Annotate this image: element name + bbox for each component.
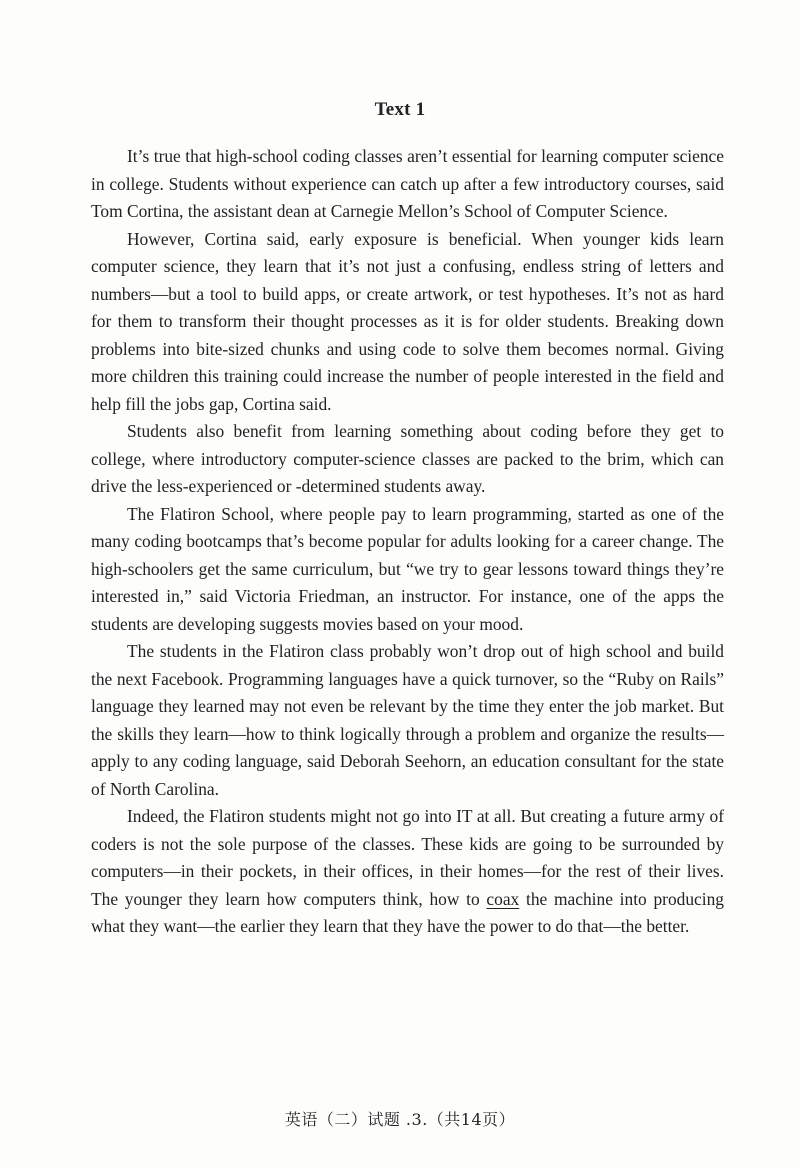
paragraph-6-text-before: Indeed, the Flatiron students might not go into IT at all. But creating a future army of coders is not the sole purpose of the classes. These kids are going to be surrounded by computers—in their pockets, in their offices, in their homes—for the rest of their lives. The younger they learn how computers think, how to: [91, 806, 724, 909]
paragraph-1: It’s true that high-school coding classes aren’t essential for learning computer science in college. Students without experience can catch up after a few introductory courses, said Tom Cortina, the assistant dean at Carnegie Mellon’s School of Computer Science.: [91, 146, 724, 221]
underlined-word-coax: coax: [486, 888, 520, 909]
paragraph-3: Students also benefit from learning something about coding before they get to college, where introductory computer-science classes are packed to the brim, which can drive the less-experienced or -determined students away.: [91, 421, 724, 496]
paragraph-6-text-after: the machine into producing what they want—the earlier they learn that they have the power to do that—the better.: [91, 888, 724, 936]
paragraph-5: The students in the Flatiron class probably won’t drop out of high school and build the next Facebook. Programming languages have a quick turnover, so the “Ruby on Rails” language they learned may not even be relevant by the time they enter the job market. But the skills they learn—how to think logically through a problem and organize the results—apply to any coding language, said Deborah Seehorn, an education consultant for the state of North Carolina.: [91, 641, 724, 799]
paragraph-6: [91, 803, 724, 941]
paragraph-4: The Flatiron School, where people pay to learn programming, started as one of the many coding bootcamps that’s become popular for adults looking for a career change. The high-schoolers get the same curriculum, but “we try to gear lessons toward things they’re interested in,” said Victoria Friedman, an instructor. For instance, one of the apps the students are developing suggests movies based on your mood.: [91, 503, 724, 634]
paragraph-2: However, Cortina said, early exposure is beneficial. When younger kids learn computer science, they learn that it’s not just a confusing, endless string of letters and numbers—but a tool to build apps, or create artwork, or test hypotheses. It’s not as hard for them to transform their thought processes as it is for older students. Breaking down problems into bite-sized chunks and using code to solve them becomes normal. Giving more children this training could increase the number of people interested in the field and help fill the jobs gap, Cortina said.: [91, 228, 724, 414]
page-footer: 英语（二）试题 .3.（共14页）: [284, 1110, 516, 1129]
text-title: Text 1: [374, 99, 426, 120]
passage-body: [91, 143, 724, 941]
